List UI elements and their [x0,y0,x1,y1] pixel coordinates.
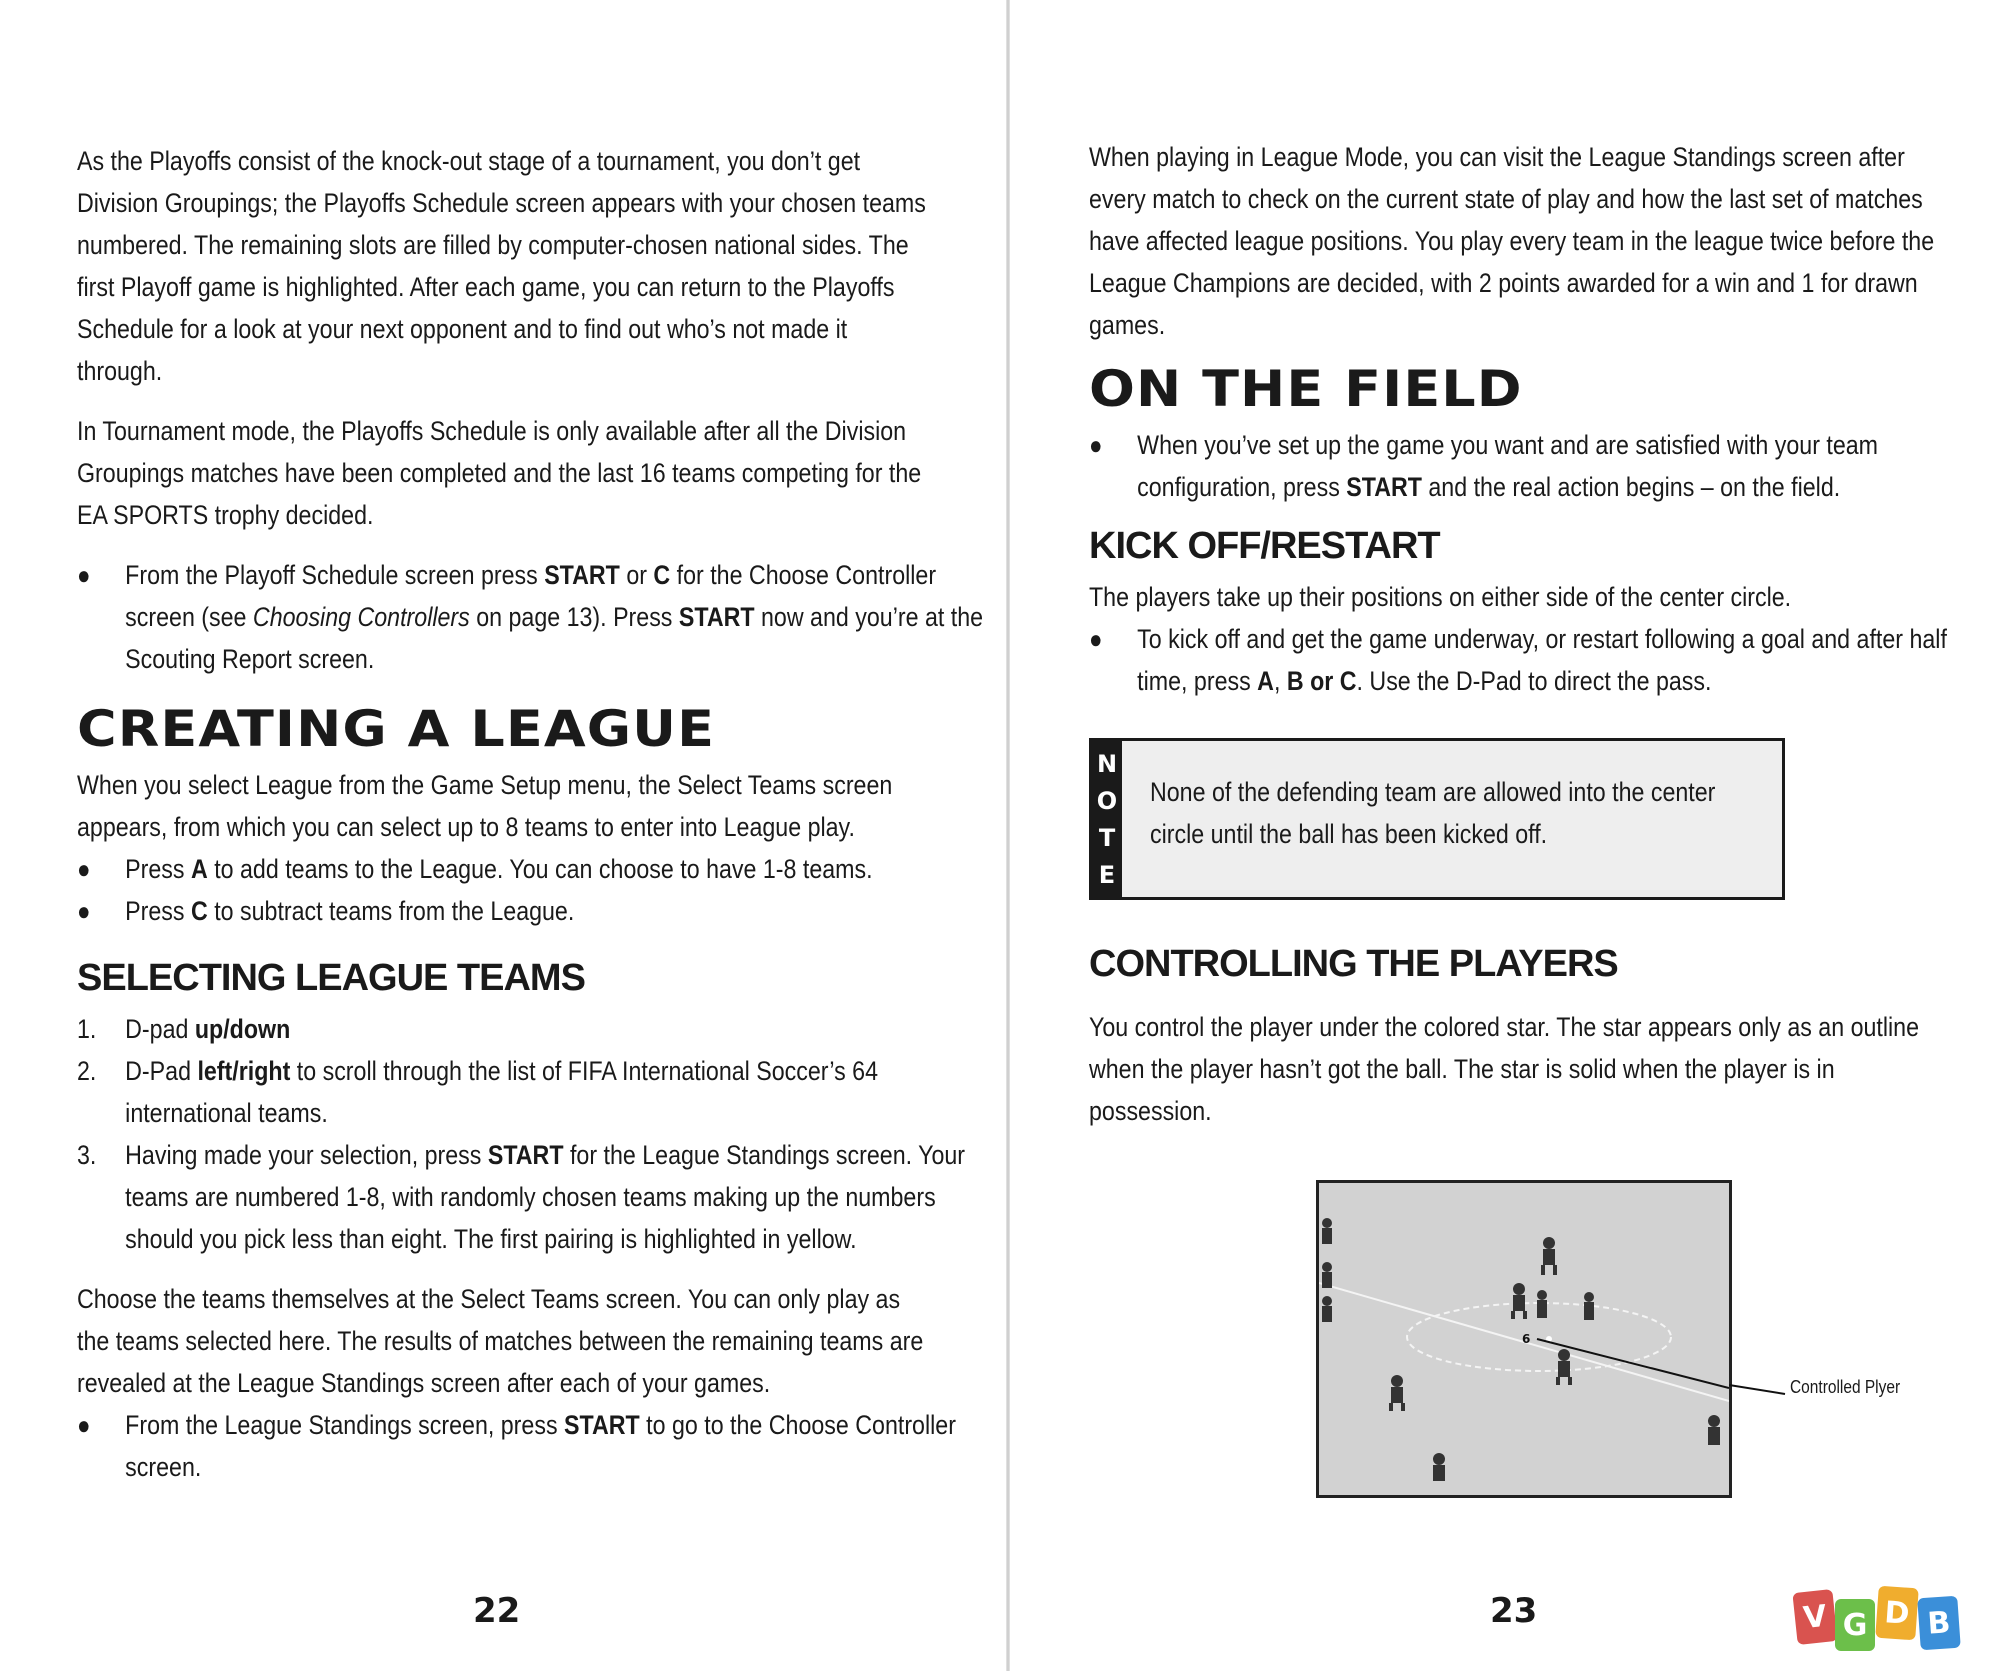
tournament-paragraph: In Tournament mode, the Playoffs Schedule is only available after all the Division Groupings matches have been completed and the last 16 teams competing for the EA SPORTS trophy decided. [77,416,922,530]
bullet-icon: ● [1089,624,1103,654]
kick-off-paragraph: The players take up their positions on either side of the center circle. [1089,582,1792,612]
selection-steps [77,1008,966,1260]
bullet-icon: ● [1089,430,1103,460]
left-column [77,140,984,1502]
logo-tile-g: G [1835,1599,1875,1651]
list-item: ● To kick off and get the game underway, or restart following a goal and after half time, press A, B or C. Use the D-Pad to direct the pass. [1089,618,1995,702]
creating-league-heading: CREATING A LEAGUE [77,700,716,758]
league-intro-paragraph: When you select League from the Game Setup menu, the Select Teams screen appears, from which you can select up to 8 teams to enter into League play. [77,770,893,842]
field-screenshot [1316,1180,1732,1498]
bullet-icon: ● [77,1410,91,1440]
list-item: ● Press C to subtract teams from the League. [77,890,983,932]
page-number-left: 22 [473,1591,521,1631]
select-teams-paragraph: Choose the teams themselves at the Select Teams screen. You can only play as the teams selected here. The results of matches between the remaining teams are revealed at the League Standings screen after each of your games. [77,1284,924,1398]
page-number-right: 23 [1490,1591,1538,1631]
playoff-bullets [77,554,984,680]
note-tab: N O T E [1092,741,1122,897]
field-screenshot-figure [1316,1180,1956,1500]
bullet-icon: ● [77,560,91,590]
controlling-players-paragraph: You control the player under the colored star. The star appears only as an outline when the player hasn’t got the ball. The star is solid when the player is in possession. [1089,1012,1920,1126]
list-item: 3. Having made your selection, press START for the League Standings screen. Your teams are numbered 1-8, with randomly chosen teams making up the numbers should you pick less than eight. The first pairing is highlighted in yellow. [77,1140,966,1254]
vgdb-logo [1795,1587,1975,1651]
kick-off-heading: KICK OFF/RESTART [1089,525,1440,567]
kick-off-bullets [1089,618,1949,702]
list-item: ● From the Playoff Schedule screen press START or C for the Choose Controller screen (see Choosing Controllers on page 13). Press START now and you’re at the Scouting Report screen. [77,554,983,680]
controlled-player-callout: Controlled Plyer [1790,1377,1901,1397]
bullet-icon: ● [77,854,91,884]
right-column [1089,136,1949,1132]
playoffs-paragraph: As the Playoffs consist of the knock-out stage of a tournament, you don’t get Division Groupings; the Playoffs Schedule screen appears with your chosen teams numbered. The remaining slots are filled by computer-chosen national sides. The first Playoff game is highlighted. After each game, you can return to the Playoffs Schedule for a look at your next opponent and to find out who’s not made it through. [77,146,926,386]
note-box [1089,738,1785,900]
list-item: 2. D-Pad left/right to scroll through the list of FIFA International Soccer’s 64 international teams. [77,1056,879,1128]
note-text: None of the defending team are allowed into the center circle until the ball has been kicked off. [1150,777,1716,849]
field-illustration [1319,1183,1729,1495]
bullet-icon: ● [77,896,91,926]
on-the-field-heading: ON THE FIELD [1089,360,1523,418]
callout-line [1729,1384,1789,1396]
list-item: ● From the League Standings screen, press START to go to the Choose Controller screen. [77,1404,983,1488]
league-mode-paragraph: When playing in League Mode, you can visit the League Standings screen after every match to check on the current state of play and how the last set of matches have affected league positions. You play every team in the league twice before the League Champions are decided, with 2 points awarded for a win and 1 for drawn games. [1089,142,1935,340]
logo-tile-v: V [1792,1589,1837,1645]
list-item: 1. D-pad up/down [77,1014,291,1044]
field-bullets [1089,424,1949,508]
controlling-players-heading: CONTROLLING THE PLAYERS [1089,943,1618,985]
list-item: ● Press A to add teams to the League. You can choose to have 1-8 teams. [77,848,983,890]
list-item: ● When you’ve set up the game you want and are satisfied with your team configuration, press START and the real action begins – on the field. [1089,424,1995,508]
logo-tile-d: D [1875,1586,1919,1641]
league-bullets [77,848,937,932]
logo-tile-b: B [1917,1596,1961,1651]
svg-text:6: 6 [1522,1332,1531,1346]
page-right [1008,0,2000,1671]
selecting-league-teams-heading: SELECTING LEAGUE TEAMS [77,957,585,999]
standings-bullets [77,1404,956,1488]
